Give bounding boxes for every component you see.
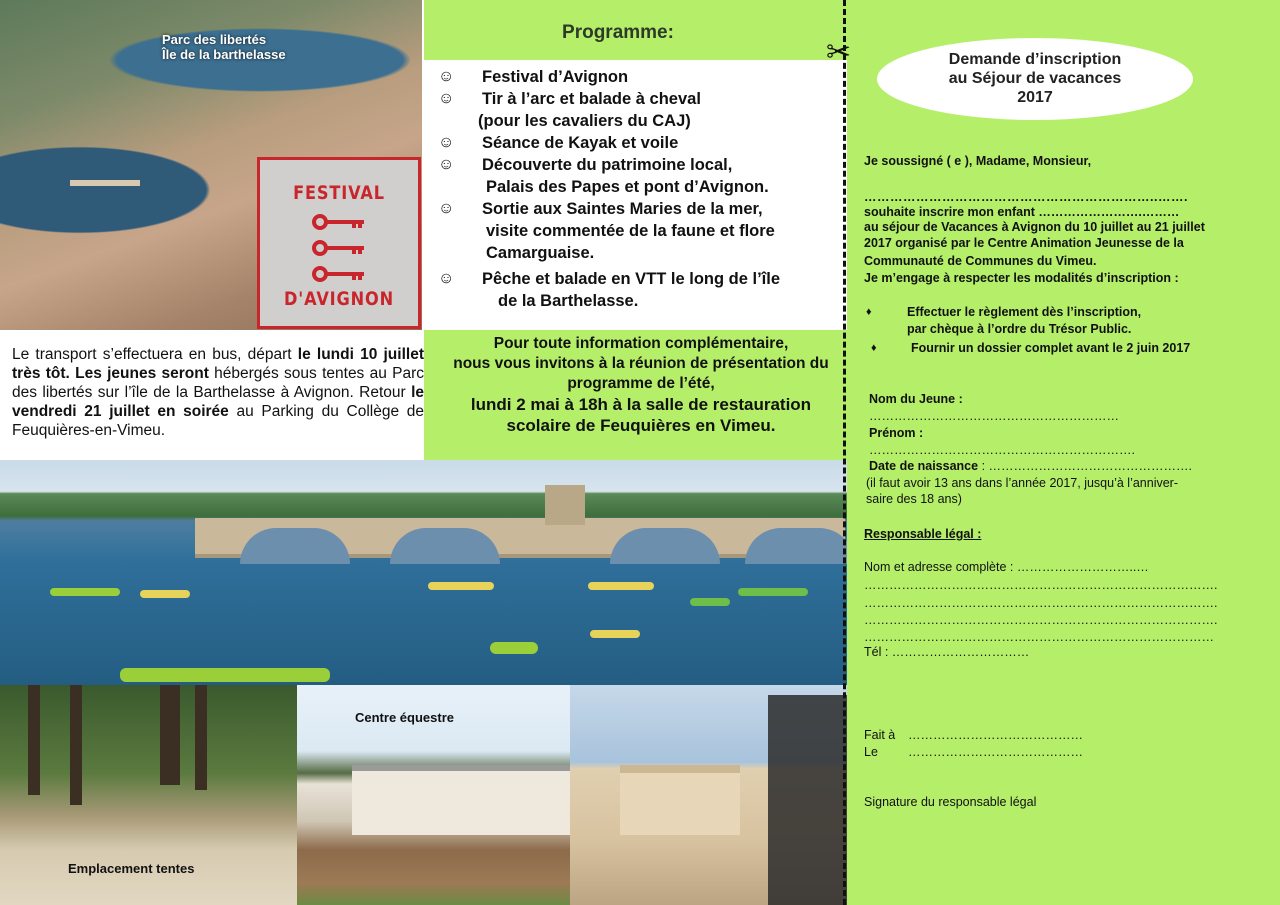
engage-line: Je m’engage à respecter les modalités d’inscription : [864, 271, 1179, 285]
palais-photo [570, 685, 848, 905]
camp-photo [0, 685, 297, 905]
programme-item: ☺ Tir à l’arc et balade à cheval (pour les cavaliers du CAJ) [438, 90, 701, 130]
programme-item: ☺ Festival d’Avignon [438, 68, 629, 86]
info-reunion-box [424, 330, 848, 460]
kayak-boat [490, 642, 538, 654]
info-reunion-text: Pour toute information complémentaire, nous vous invitons à la réunion de présentation du programme de l’été, lundi 2 mai à 18h à la salle de restauration scolaire de Feuquières en Vimeu. [453, 335, 829, 435]
programme-list [438, 66, 838, 312]
fait-a-label: Fait à [864, 728, 896, 742]
adresse-dots-1[interactable]: …………………………………………………………………………. [864, 578, 1218, 592]
programme-item: ☺ Sortie aux Saintes Maries de la mer, visite commentée de la faune et flore Camarguaise. [438, 200, 775, 262]
nom-jeune-field[interactable]: …………………………………………………… [869, 409, 1119, 423]
programme-header [424, 0, 848, 60]
cut-line [843, 0, 846, 905]
telephone-field[interactable]: Tél : …………………………… [864, 645, 1030, 659]
prenom-label: Prénom : [869, 426, 924, 440]
kayak-boat [140, 590, 190, 598]
equestre-photo-label: Centre équestre [355, 710, 454, 725]
programme-item: ☺ Découverte du patrimoine local, Palais des Papes et pont d’Avignon. [438, 156, 769, 196]
kayak-boat [428, 582, 494, 590]
aerial-photo-avignon [0, 0, 422, 330]
sejour-line-3: Communauté de Communes du Vimeu. [864, 254, 1097, 268]
festival-avignon-logo [257, 157, 421, 329]
programme-item: ☺ Séance de Kayak et voile [438, 134, 679, 152]
programme-item: ☺ Pêche et balade en VTT le long de l’île de la Barthelasse. [438, 270, 780, 310]
nom-jeune-label: Nom du Jeune : [869, 392, 963, 406]
smiley-icon: ☺ [438, 90, 455, 107]
signature-label: Signature du responsable légal [864, 795, 1037, 809]
bridge-arch [240, 528, 350, 564]
adresse-dots-4[interactable]: ………………………………………………………………………… [864, 630, 1214, 644]
tree [160, 685, 180, 785]
aerial-photo-label: Parc des libertés Île de la barthelasse [162, 32, 286, 62]
bridge-arch [610, 528, 720, 564]
transport-paragraph: Le transport s’effectuera en bus, départ le lundi 10 juillet très tôt. Les jeunes seront hébergés sous tentes au Parc des libertés sur l’île de la Barthelasse à Avignon. Retour le vendredi 21 juillet en soirée au Parking du Collège de Feuquières-en-Vimeu. [12, 346, 424, 439]
date-le-label: Le [864, 745, 878, 759]
naissance-label: Date de naissance [869, 459, 979, 473]
age-note-line-2: saire des 18 ans) [866, 492, 962, 506]
smiley-icon: ☺ [438, 156, 455, 173]
souhaite-line[interactable]: souhaite inscrire mon enfant …………………….……… [864, 205, 1180, 219]
tree [70, 685, 82, 805]
date-le-field[interactable]: …………………………………… [908, 745, 1083, 759]
tree [195, 685, 207, 790]
equestre-building [352, 765, 570, 835]
kayak-photo-pont-avignon [0, 460, 848, 685]
festival-logo-top-text: FESTIVAL [293, 182, 385, 204]
programme-title: Programme: [562, 22, 674, 43]
age-note-line-1: (il faut avoir 13 ans dans l’année 2017, jusqu’à l’anniver- [866, 476, 1178, 490]
festival-logo-bottom-text: D'AVIGNON [284, 288, 394, 310]
tree [28, 685, 40, 795]
bridge-arch [745, 528, 848, 564]
sejour-line-1: au séjour de Vacances à Avignon du 10 juillet au 21 juillet [864, 220, 1205, 234]
kayak-boat [738, 588, 808, 596]
kayak-boat [690, 598, 730, 606]
wrought-iron-gate [768, 695, 848, 905]
sejour-line-2: 2017 organisé par le Centre Animation Jeunesse de la [864, 236, 1184, 250]
adresse-dots-2[interactable]: …………………………………………………………………………. [864, 596, 1218, 610]
bullet-1-line-1: Effectuer le règlement dès l’inscription, [907, 305, 1142, 319]
bridge-arch [390, 528, 500, 564]
adresse-field[interactable]: Nom et adresse complète : ………………………..… [864, 560, 1149, 574]
kayak-boat [50, 588, 120, 596]
responsable-legal-label: Responsable légal : [864, 527, 982, 541]
smiley-icon: ☺ [438, 270, 455, 287]
festival-keys-icon [310, 210, 370, 288]
form-title: Demande d’inscription au Séjour de vacances 2017 [948, 51, 1122, 106]
naissance-row[interactable] [869, 459, 1192, 474]
naissance-field[interactable]: : …………………………………………. [978, 459, 1192, 473]
kayak-boat [120, 668, 330, 682]
form-title-ellipse [877, 38, 1193, 120]
soussigne-dots[interactable]: …………………………………………………………..……. [864, 190, 1188, 204]
scissors-icon: ✂ [826, 35, 852, 70]
equestre-photo [297, 685, 570, 905]
kayak-boat [590, 630, 640, 638]
pont-avignon-aerial [70, 180, 140, 186]
fait-a-field[interactable]: …………………………………… [908, 728, 1083, 742]
camp-photo-label: Emplacement tentes [68, 861, 195, 876]
adresse-dots-3[interactable]: …………………………………………………………………………. [864, 613, 1218, 627]
prenom-field[interactable]: ………………………………………………………. [869, 443, 1135, 457]
smiley-icon: ☺ [438, 134, 455, 151]
smiley-icon: ☺ [438, 200, 455, 217]
chapelle-tower [545, 485, 585, 525]
diamond-bullet-icon: ♦ [871, 342, 877, 354]
bullet-1-line-2: par chèque à l’ordre du Trésor Public. [907, 322, 1132, 336]
palais-building [620, 765, 740, 835]
kayak-boat [588, 582, 654, 590]
diamond-bullet-icon: ♦ [866, 306, 872, 318]
smiley-icon: ☺ [438, 68, 455, 85]
soussigne-line: Je soussigné ( e ), Madame, Monsieur, [864, 154, 1092, 168]
bullet-2-line: Fournir un dossier complet avant le 2 juin 2017 [911, 341, 1191, 355]
